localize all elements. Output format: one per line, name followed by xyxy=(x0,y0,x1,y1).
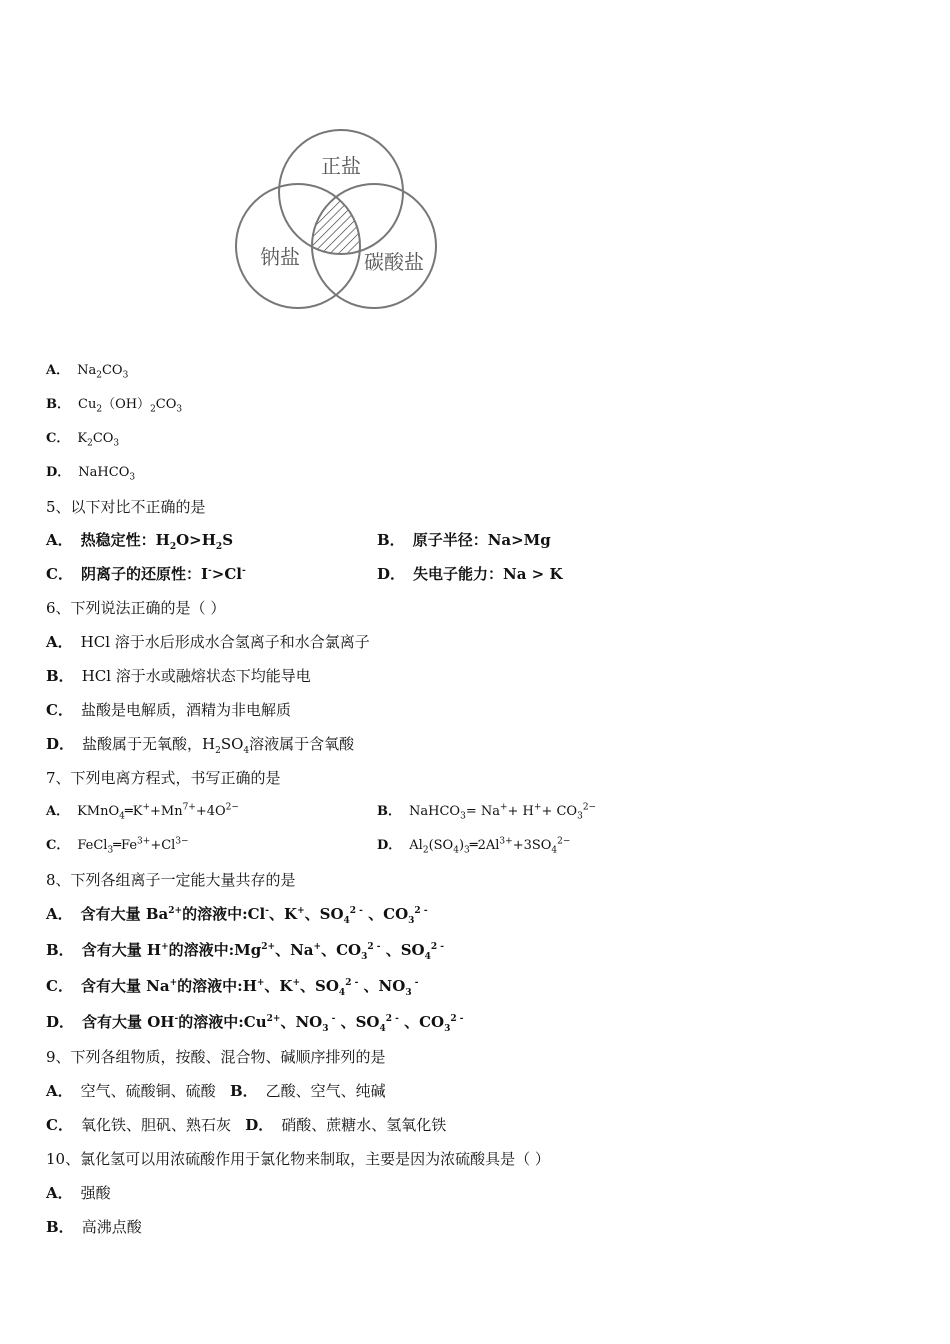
venn-label-tansuanyan: 碳酸盐 xyxy=(364,250,424,274)
q9-stem: 9、下列各组物质，按酸、混合物、碱顺序排列的是 xyxy=(46,1048,386,1066)
q10-option-a: A． 强酸 xyxy=(46,1184,111,1202)
q8-stem: 8、下列各组离子一定能大量共存的是 xyxy=(46,871,296,889)
q10-stem: 10、氯化氢可以用浓硫酸作用于氯化物来制取，主要是因为浓硫酸具是（ ） xyxy=(46,1150,550,1168)
q8-option-a: A． 含有大量 $Ba^{2+}$的溶液中:Cl-、K+、$SO_4^{2 -}$ 、$CO_3^{2 -}$ xyxy=(46,905,428,926)
q6-option-b: B． HCl 溶于水或融熔状态下均能导电 xyxy=(46,667,311,685)
q6-option-c: C． 盐酸是电解质，酒精为非电解质 xyxy=(46,701,291,719)
q8-option-b: B． 含有大量 H+的溶液中$:Mg^{2+}$、Na+、$CO_3^{2 -}$ 、$SO_4^{2 -}$ xyxy=(46,941,445,962)
q7-option-c: C． $FeCl_3═Fe^{3+}+Cl^{3-}$ xyxy=(46,836,189,856)
venn-label-zhengyan: 正盐 xyxy=(321,154,361,178)
q6-stem: 6、下列说法正确的是（ ） xyxy=(46,599,226,617)
q8-option-c: C． 含有大量 Na+的溶液中:H+、K+、$SO_4^{2 -}$ 、$NO_3$ - xyxy=(46,977,419,998)
q6-option-d: D． 盐酸属于无氧酸，$H_2SO_4$溶液属于含氧酸 xyxy=(46,735,355,756)
q5-stem: 5、以下对比不正确的是 xyxy=(46,498,206,516)
q5-option-c: C． 阴离子的还原性：I->Cl- xyxy=(46,565,246,583)
q4-option-b: B． $Cu_2(OH)_2CO_3$ xyxy=(46,397,183,415)
q5-option-a: A． 热稳定性：$H_2O>H_2S$ xyxy=(46,531,234,552)
q7-option-d: D． $Al_2(SO_4)_3═2Al^{3+}+3SO_4^{2-}$ xyxy=(377,836,571,856)
q4-option-d: D． NaHCO$_3$ xyxy=(46,465,136,483)
venn-diagram xyxy=(228,126,443,316)
q5-option-b: B． 原子半径：Na>Mg xyxy=(377,531,551,549)
q10-option-b: B． 高沸点酸 xyxy=(46,1218,142,1236)
q6-option-a: A． HCl 溶于水后形成水合氢离子和水合氯离子 xyxy=(46,633,370,651)
q4-option-c: C． $K_2CO_3$ xyxy=(46,431,120,449)
q7-option-a: A． $KMnO_4═K^++Mn^{7+}+4O^{2-}$ xyxy=(46,802,239,822)
q7-stem: 7、下列电离方程式，书写正确的是 xyxy=(46,769,281,787)
q9-row-ab: A． 空气、硫酸铜、硫酸 B． 乙酸、空气、纯碱 xyxy=(46,1082,386,1100)
venn-label-nayan: 钠盐 xyxy=(260,245,300,269)
q5-option-d: D． 失电子能力：Na > K xyxy=(377,565,563,583)
q9-row-cd: C． 氧化铁、胆矾、熟石灰 D． 硝酸、蔗糖水、氢氧化铁 xyxy=(46,1116,447,1134)
q4-option-a: A． $Na_2CO_3$ xyxy=(46,363,129,381)
q7-option-b: B． NaHCO$_3$= $Na^++ H^++ CO_3^{2-}$ xyxy=(377,802,597,822)
q8-option-d: D． 含有大量 OH-的溶液中$:Cu^{2+}$、$NO_3$ - 、$SO_4^{2 -}$ 、$CO_3^{2 -}$ xyxy=(46,1013,464,1034)
